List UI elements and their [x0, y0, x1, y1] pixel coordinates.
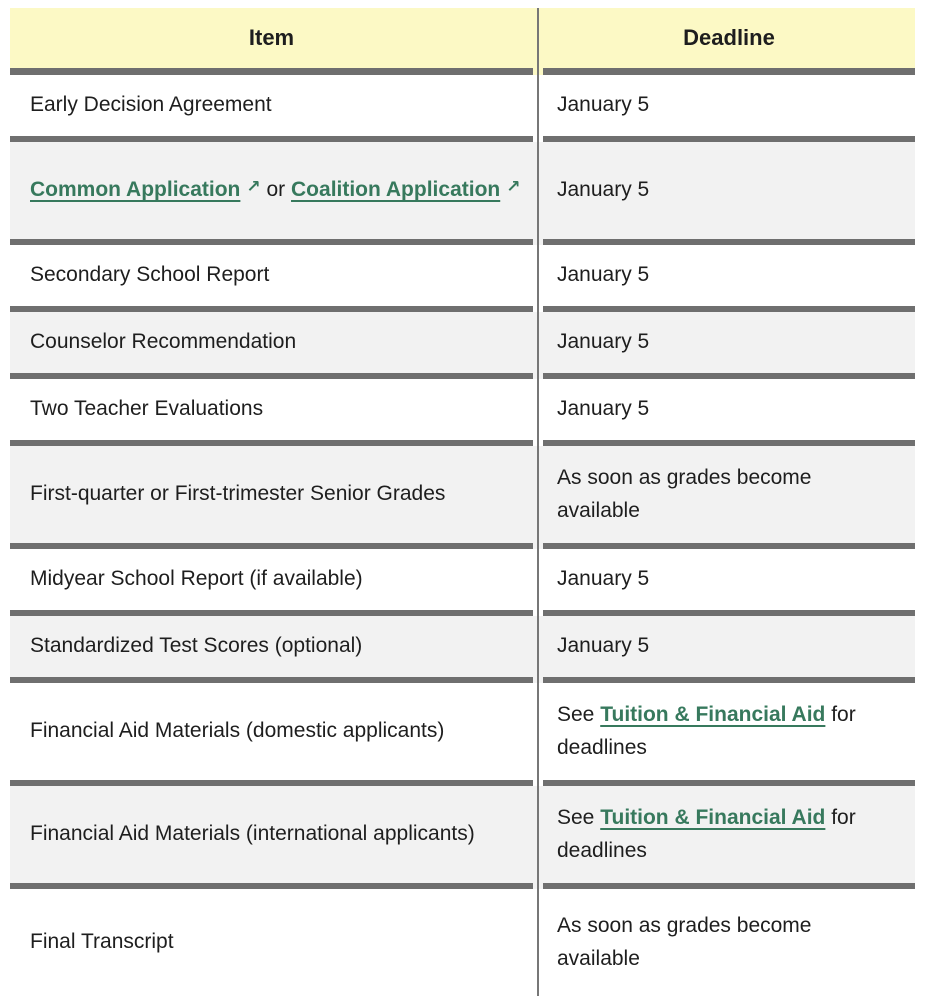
- deadline-cell: [543, 889, 915, 996]
- table-row: [10, 245, 915, 312]
- header-cell-deadline: [543, 8, 915, 75]
- deadline-prefix: See: [557, 702, 595, 726]
- table-row: [10, 446, 915, 549]
- deadline-cell: [543, 549, 915, 616]
- item-cell: [10, 245, 533, 312]
- item-cell: [10, 379, 533, 446]
- deadline-cell: [543, 379, 915, 446]
- deadline-cell: [543, 786, 915, 889]
- external-link-icon: ↗: [246, 177, 261, 197]
- table-row: [10, 142, 915, 245]
- item-cell: [10, 312, 533, 379]
- table-row: [10, 312, 915, 379]
- item-text: Final Transcript: [30, 930, 174, 954]
- table-row: [10, 616, 915, 683]
- item-text: Counselor Recommendation: [30, 330, 297, 354]
- item-cell: [10, 142, 533, 245]
- item-cell: [10, 889, 533, 996]
- deadline-text: January 5: [557, 397, 650, 421]
- table-row: [10, 683, 915, 786]
- external-link-icon: ↗: [506, 177, 521, 197]
- deadline-cell: [543, 446, 915, 549]
- deadline-text: January 5: [557, 93, 650, 117]
- item-text: First-quarter or First-trimester Senior Grades: [30, 482, 446, 506]
- table-row: [10, 75, 915, 142]
- item-cell: [10, 786, 533, 889]
- deadline-cell: [543, 245, 915, 312]
- deadline-cell: [543, 75, 915, 142]
- item-text: Financial Aid Materials (domestic applicants): [30, 719, 445, 743]
- item-cell: [10, 75, 533, 142]
- deadline-text: [557, 802, 899, 867]
- deadline-prefix: See: [557, 805, 595, 829]
- item-text: Standardized Test Scores (optional): [30, 634, 363, 658]
- deadline-text: January 5: [557, 263, 650, 287]
- deadline-text: January 5: [557, 634, 650, 658]
- deadline-cell: [543, 616, 915, 683]
- item-text: Secondary School Report: [30, 263, 270, 287]
- header-item-label: Item: [248, 24, 295, 50]
- deadline-suffix: for deadlines: [557, 702, 856, 759]
- deadline-text: January 5: [557, 330, 650, 354]
- item-cell: [10, 446, 533, 549]
- item-cell: [10, 549, 533, 616]
- item-text: Financial Aid Materials (international applicants): [30, 822, 475, 846]
- tuition-financial-aid-link[interactable]: Tuition & Financial Aid: [600, 702, 826, 726]
- table-row: [10, 889, 915, 996]
- item-text: Early Decision Agreement: [30, 93, 272, 117]
- conjunction-text: or: [266, 178, 286, 202]
- item-text: Midyear School Report (if available): [30, 567, 363, 591]
- common-application-link[interactable]: Common Application: [30, 178, 241, 202]
- deadline-text: [557, 699, 899, 764]
- table-row: [10, 379, 915, 446]
- deadline-cell: [543, 312, 915, 379]
- deadline-text: As soon as grades become available: [557, 913, 812, 970]
- deadline-cell: [543, 142, 915, 245]
- table-row: [10, 549, 915, 616]
- deadline-suffix: for deadlines: [557, 805, 856, 862]
- coalition-application-link[interactable]: Coalition Application: [291, 178, 501, 202]
- item-text: [30, 174, 521, 207]
- deadline-text: January 5: [557, 178, 650, 202]
- deadline-text: January 5: [557, 567, 650, 591]
- table-header-row: [10, 8, 915, 75]
- deadline-cell: [543, 683, 915, 786]
- header-cell-item: [10, 8, 533, 75]
- table-row: [10, 786, 915, 889]
- tuition-financial-aid-link[interactable]: Tuition & Financial Aid: [600, 805, 826, 829]
- header-deadline-label: Deadline: [683, 24, 775, 50]
- item-cell: [10, 616, 533, 683]
- column-divider: [537, 8, 539, 996]
- deadline-text: As soon as grades become available: [557, 465, 812, 522]
- item-cell: [10, 683, 533, 786]
- item-text: Two Teacher Evaluations: [30, 397, 264, 421]
